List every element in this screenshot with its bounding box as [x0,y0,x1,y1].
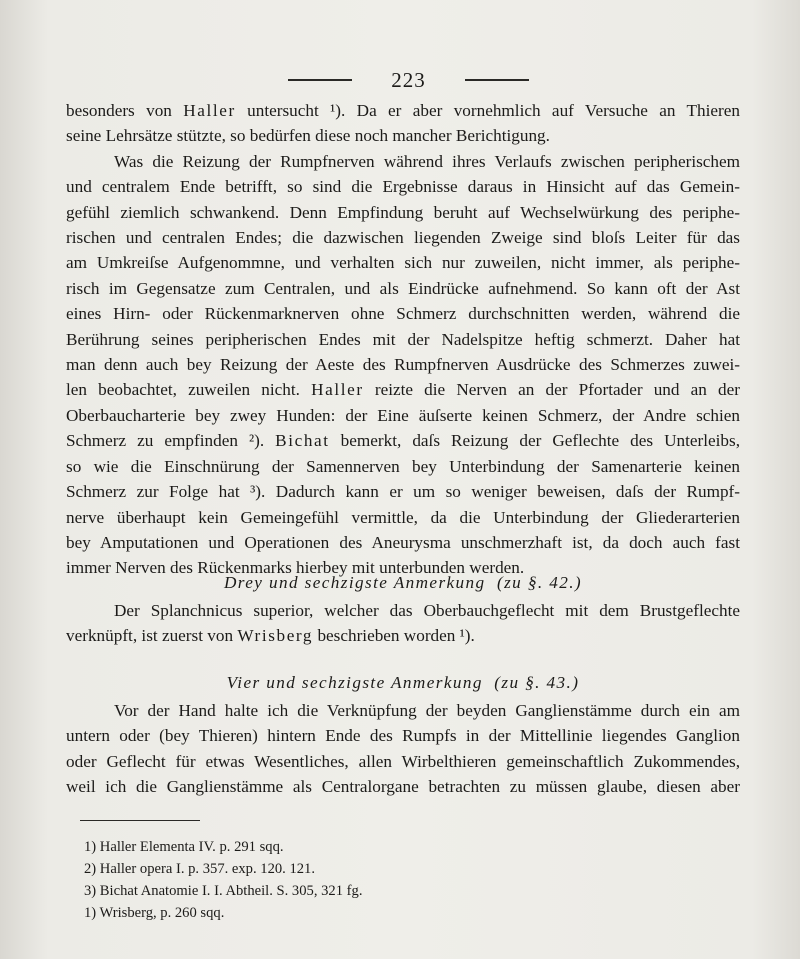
paragraph-continuation [66,98,740,581]
section-heading-ref: (zu §. 43.) [494,673,580,692]
text-line: Schmerz zur Folge hat ³). Dadurch kann er um so weniger beweisen, daſs der Rumpf- [66,482,740,502]
text-line: Schmerz zu empfinden ²). Bichat bemerkt, daſs Reizung der Geflechte des Unterleibs, [66,431,740,451]
page-header [0,68,800,94]
section-heading [66,670,740,695]
text-line: Oberbaucharterie bey zwey Hunden: der Eine äuſserte keinen Schmerz, der Andre schien [66,405,740,425]
text-line: so wie die Einschnürung der Samennerven bey Unterbindung der Samenarterie keinen [66,456,740,476]
paragraph [66,698,740,800]
footnotes [84,836,584,924]
author-name: Bichat [275,431,330,451]
paragraph [66,598,740,649]
text-line: weil ich die Ganglienstämme als Centralorgane betrachten zu müssen glaube, diesen aber [66,777,740,797]
text-line: len beobachtet, zuweilen nicht. Haller reizte die Nerven an der Pfortader und an der [66,380,741,400]
footnote-rule [80,820,200,821]
author-name: Wrisberg [237,626,314,646]
text-line: risch im Gegensatze zum Centralen, und als Eindrücke aufnehmend. So kann oft der Ast [66,278,740,298]
text-line: rischen und centralen Endes; die dazwischen liegenden Zweige sind bloſs Leiter für das [66,228,740,248]
text-line: untern oder (bey Thieren) hintern Ende des Rumpfs in der Mittellinie liegendes Ganglion [66,726,740,746]
text-line: seine Lehrsätze stützte, so bedürfen diese noch mancher Berichtigung. [66,126,550,146]
section-heading [66,570,740,595]
text-line: Vor der Hand halte ich die Verknüpfung der beyden Ganglienstämme durch ein am [114,701,740,720]
footnote: 2) Haller opera I. p. 357. exp. 120. 121. [84,861,316,877]
text-line: und centralem Ende betrifft, so sind die Ergebnisse daraus in Hinsicht auf das Gemein- [66,177,740,197]
footnote: 3) Bichat Anatomie I. I. Abtheil. S. 305, 321 fg. [84,883,363,899]
footnote: 1) Haller Elementa IV. p. 291 sqq. [84,839,284,855]
text-line: gefühl ziemlich schwankend. Denn Empfindung beruht auf Wechselwürkung des periphe- [66,202,740,222]
header-rule-left [288,79,352,81]
section-heading-title: Vier und sechzigste Anmerkung [226,673,483,692]
text-line: bey Amputationen und Operationen des Aneurysma unschmerzhaft ist, da doch auch fast [66,532,740,552]
text-line: Der Splanchnicus superior, welcher das Oberbauchgeflecht mit dem Brustgeflechte [114,601,740,620]
header-rule-right [465,79,529,81]
text-line: immer Nerven des Rückenmarks hierbey mit unterbunden werden. [66,558,525,578]
text-line: eines Hirn- oder Rückenmarknerven ohne Schmerz durchschnitten werden, während die [66,304,740,324]
text-line: besonders von Haller untersucht ¹). Da er aber vornehmlich auf Versuche an Thieren [66,101,741,120]
section-heading-ref: (zu §. 42.) [496,573,583,592]
page-number: 223 [391,68,426,92]
text-line: man denn auch bey Reizung der Aeste des Rumpfnerven Ausdrücke des Schmerzes zuwei- [66,355,740,375]
text-line: oder Geflecht für etwas Wesentliches, allen Wirbelthieren gemeinschaftlich Zukommendes, [66,751,740,771]
text-line: am Umkreiſse Aufgenommne, und verhalten sich nur zuweilen, nicht immer, als periphe- [66,253,740,273]
section-heading-title: Drey und sechzigste Anmerkung [223,573,486,592]
text-line: Was die Reizung der Rumpfnerven während ihres Verlaufs zwischen peripherischem [114,151,740,171]
text-line: verknüpft, ist zuerst von Wrisberg beschrieben worden ¹). [66,626,475,646]
author-name: Haller [311,380,364,400]
author-name: Haller [183,101,236,120]
text-line: nerve überhaupt kein Gemeingefühl vermittle, da die Unterbindung der Gliederarterien [66,507,740,527]
text-line: Berührung seines peripherischen Endes mit der Nadelspitze heftig schmerzt. Daher hat [66,329,740,349]
footnote: 1) Wrisberg, p. 260 sqq. [84,905,225,921]
